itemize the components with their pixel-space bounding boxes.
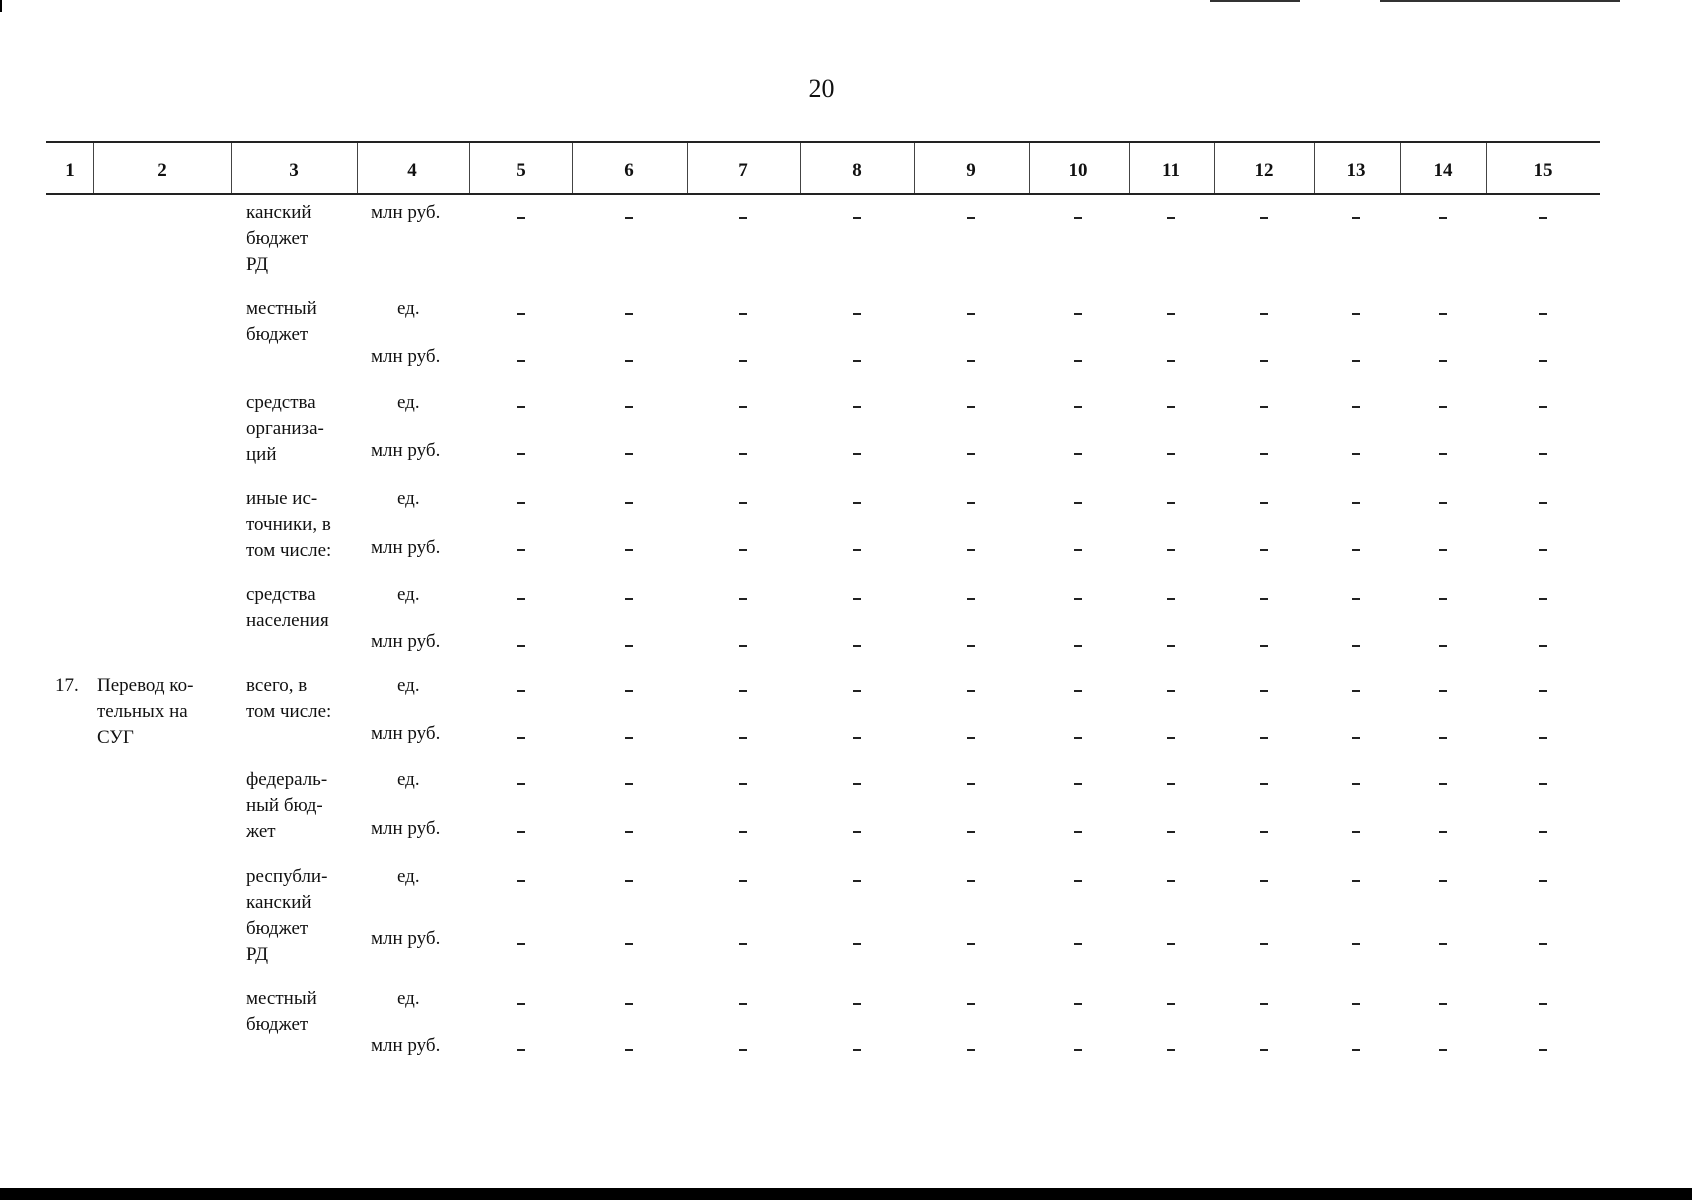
empty-value-dash	[1352, 645, 1360, 647]
empty-value-dash	[1167, 598, 1175, 600]
empty-value-dash	[1074, 737, 1082, 739]
empty-value-dash	[1352, 217, 1360, 219]
empty-value-dash	[1167, 943, 1175, 945]
empty-value-dash	[1352, 1049, 1360, 1051]
empty-value-dash	[625, 313, 633, 315]
empty-value-dash	[1539, 645, 1547, 647]
unit-label: ед.	[397, 866, 420, 887]
unit-label: млн руб.	[371, 928, 441, 949]
unit-label: ед.	[397, 675, 420, 696]
source-label: всего, в том числе:	[246, 675, 332, 722]
empty-value-dash	[625, 360, 633, 362]
empty-value-dash	[1260, 313, 1268, 315]
empty-value-dash	[1352, 502, 1360, 504]
empty-value-dash	[1439, 1003, 1447, 1005]
unit-label: млн руб.	[371, 537, 441, 558]
empty-value-dash	[1167, 217, 1175, 219]
empty-value-dash	[625, 783, 633, 785]
empty-value-dash	[1539, 1003, 1547, 1005]
empty-value-dash	[967, 217, 975, 219]
empty-value-dash	[739, 313, 747, 315]
empty-value-dash	[625, 880, 633, 882]
empty-value-dash	[1074, 783, 1082, 785]
header-separator	[1314, 143, 1315, 193]
empty-value-dash	[739, 406, 747, 408]
header-separator	[1214, 143, 1215, 193]
empty-value-dash	[517, 502, 525, 504]
empty-value-dash	[1260, 502, 1268, 504]
empty-value-dash	[1352, 406, 1360, 408]
empty-value-dash	[517, 943, 525, 945]
empty-value-dash	[1539, 880, 1547, 882]
empty-value-dash	[1439, 645, 1447, 647]
empty-value-dash	[1439, 453, 1447, 455]
empty-value-dash	[853, 1049, 861, 1051]
source-label: иные ис- точники, в том числе:	[246, 488, 332, 561]
empty-value-dash	[517, 645, 525, 647]
empty-value-dash	[1352, 598, 1360, 600]
column-header: 11	[1162, 160, 1180, 181]
empty-value-dash	[1167, 360, 1175, 362]
source-label: средства организа- ций	[246, 392, 324, 465]
empty-value-dash	[1352, 943, 1360, 945]
header-separator	[800, 143, 801, 193]
empty-value-dash	[853, 549, 861, 551]
page-number: 20	[808, 74, 835, 103]
empty-value-dash	[1539, 783, 1547, 785]
unit-label: ед.	[397, 988, 420, 1009]
source-label: местный бюджет	[246, 298, 317, 345]
column-header: 6	[624, 160, 634, 181]
empty-value-dash	[967, 737, 975, 739]
empty-value-dash	[739, 645, 747, 647]
empty-value-dash	[853, 1003, 861, 1005]
column-header: 14	[1433, 160, 1453, 181]
empty-value-dash	[517, 1049, 525, 1051]
empty-value-dash	[1439, 598, 1447, 600]
header-separator	[572, 143, 573, 193]
empty-value-dash	[1539, 943, 1547, 945]
source-label: местный бюджет	[246, 988, 317, 1035]
empty-value-dash	[517, 360, 525, 362]
header-separator	[1400, 143, 1401, 193]
empty-value-dash	[1439, 880, 1447, 882]
top-rule	[1380, 0, 1620, 2]
empty-value-dash	[1352, 690, 1360, 692]
empty-value-dash	[1260, 406, 1268, 408]
empty-value-dash	[1352, 831, 1360, 833]
empty-value-dash	[517, 598, 525, 600]
empty-value-dash	[517, 313, 525, 315]
empty-value-dash	[625, 1003, 633, 1005]
empty-value-dash	[1439, 737, 1447, 739]
unit-label: ед.	[397, 298, 420, 319]
empty-value-dash	[1167, 690, 1175, 692]
empty-value-dash	[1539, 737, 1547, 739]
empty-value-dash	[1539, 1049, 1547, 1051]
column-header: 1	[65, 160, 75, 181]
empty-value-dash	[967, 690, 975, 692]
empty-value-dash	[853, 737, 861, 739]
empty-value-dash	[625, 549, 633, 551]
empty-value-dash	[625, 217, 633, 219]
empty-value-dash	[1439, 360, 1447, 362]
column-header: 4	[407, 160, 417, 181]
empty-value-dash	[1439, 217, 1447, 219]
empty-value-dash	[853, 406, 861, 408]
empty-value-dash	[1352, 737, 1360, 739]
empty-value-dash	[739, 549, 747, 551]
header-separator	[914, 143, 915, 193]
empty-value-dash	[517, 831, 525, 833]
empty-value-dash	[739, 1049, 747, 1051]
column-header: 10	[1068, 160, 1088, 181]
empty-value-dash	[853, 453, 861, 455]
unit-label: ед.	[397, 584, 420, 605]
empty-value-dash	[1439, 1049, 1447, 1051]
unit-label: млн руб.	[371, 723, 441, 744]
empty-value-dash	[1539, 406, 1547, 408]
empty-value-dash	[1439, 831, 1447, 833]
empty-value-dash	[967, 406, 975, 408]
empty-value-dash	[1167, 645, 1175, 647]
empty-value-dash	[1439, 943, 1447, 945]
header-separator	[231, 143, 232, 193]
empty-value-dash	[625, 943, 633, 945]
empty-value-dash	[1439, 313, 1447, 315]
item-title: Перевод ко- тельных на СУГ	[97, 675, 194, 748]
column-header: 3	[289, 160, 299, 181]
empty-value-dash	[1260, 217, 1268, 219]
unit-label: ед.	[397, 769, 420, 790]
empty-value-dash	[517, 453, 525, 455]
empty-value-dash	[625, 690, 633, 692]
header-bottom-rule	[46, 193, 1600, 195]
empty-value-dash	[1074, 645, 1082, 647]
empty-value-dash	[1074, 313, 1082, 315]
header-separator	[1486, 143, 1487, 193]
empty-value-dash	[1260, 1003, 1268, 1005]
empty-value-dash	[853, 831, 861, 833]
empty-value-dash	[1167, 880, 1175, 882]
empty-value-dash	[739, 831, 747, 833]
unit-label: млн руб.	[371, 202, 441, 223]
empty-value-dash	[1167, 737, 1175, 739]
empty-value-dash	[739, 453, 747, 455]
header-separator	[93, 143, 94, 193]
empty-value-dash	[1074, 549, 1082, 551]
column-header: 2	[157, 160, 167, 181]
empty-value-dash	[517, 549, 525, 551]
empty-value-dash	[853, 690, 861, 692]
empty-value-dash	[1260, 831, 1268, 833]
empty-value-dash	[1439, 406, 1447, 408]
empty-value-dash	[739, 880, 747, 882]
header-separator	[687, 143, 688, 193]
empty-value-dash	[1352, 313, 1360, 315]
empty-value-dash	[967, 453, 975, 455]
empty-value-dash	[1074, 217, 1082, 219]
empty-value-dash	[1439, 549, 1447, 551]
column-header: 15	[1533, 160, 1553, 181]
top-rule	[1210, 0, 1300, 2]
empty-value-dash	[1539, 831, 1547, 833]
unit-label: млн руб.	[371, 631, 441, 652]
empty-value-dash	[1074, 406, 1082, 408]
empty-value-dash	[1352, 1003, 1360, 1005]
empty-value-dash	[1074, 453, 1082, 455]
empty-value-dash	[1539, 598, 1547, 600]
empty-value-dash	[1167, 831, 1175, 833]
empty-value-dash	[1439, 783, 1447, 785]
empty-value-dash	[853, 880, 861, 882]
empty-value-dash	[1260, 783, 1268, 785]
empty-value-dash	[1352, 549, 1360, 551]
empty-value-dash	[1074, 1049, 1082, 1051]
empty-value-dash	[1074, 1003, 1082, 1005]
empty-value-dash	[967, 549, 975, 551]
column-header: 7	[738, 160, 748, 181]
unit-label: млн руб.	[371, 440, 441, 461]
empty-value-dash	[1167, 502, 1175, 504]
empty-value-dash	[853, 598, 861, 600]
empty-value-dash	[1074, 943, 1082, 945]
empty-value-dash	[967, 502, 975, 504]
empty-value-dash	[967, 783, 975, 785]
item-number: 17.	[55, 675, 79, 696]
empty-value-dash	[625, 598, 633, 600]
scan-bottom-border	[0, 1188, 1692, 1200]
empty-value-dash	[1074, 690, 1082, 692]
empty-value-dash	[625, 831, 633, 833]
unit-label: млн руб.	[371, 346, 441, 367]
empty-value-dash	[739, 737, 747, 739]
empty-value-dash	[1539, 549, 1547, 551]
header-top-rule	[46, 141, 1600, 143]
empty-value-dash	[625, 502, 633, 504]
empty-value-dash	[517, 783, 525, 785]
empty-value-dash	[517, 690, 525, 692]
empty-value-dash	[1260, 598, 1268, 600]
empty-value-dash	[1167, 783, 1175, 785]
empty-value-dash	[1352, 783, 1360, 785]
header-separator	[357, 143, 358, 193]
empty-value-dash	[1260, 549, 1268, 551]
empty-value-dash	[1074, 360, 1082, 362]
empty-value-dash	[739, 502, 747, 504]
empty-value-dash	[967, 880, 975, 882]
left-edge-mark	[0, 0, 2, 12]
unit-label: млн руб.	[371, 818, 441, 839]
empty-value-dash	[517, 1003, 525, 1005]
source-label: республи- канский бюджет РД	[246, 866, 328, 965]
header-separator	[1129, 143, 1130, 193]
unit-label: ед.	[397, 488, 420, 509]
header-separator	[1029, 143, 1030, 193]
empty-value-dash	[1167, 1049, 1175, 1051]
empty-value-dash	[1260, 1049, 1268, 1051]
empty-value-dash	[967, 645, 975, 647]
empty-value-dash	[739, 690, 747, 692]
empty-value-dash	[1539, 690, 1547, 692]
empty-value-dash	[967, 1049, 975, 1051]
empty-value-dash	[1539, 360, 1547, 362]
column-header: 9	[966, 160, 976, 181]
source-label: средства населения	[246, 584, 329, 631]
empty-value-dash	[967, 1003, 975, 1005]
empty-value-dash	[739, 1003, 747, 1005]
empty-value-dash	[625, 406, 633, 408]
empty-value-dash	[517, 217, 525, 219]
empty-value-dash	[853, 943, 861, 945]
empty-value-dash	[1260, 453, 1268, 455]
empty-value-dash	[1074, 880, 1082, 882]
source-label: федераль- ный бюд- жет	[246, 769, 328, 842]
empty-value-dash	[1167, 549, 1175, 551]
empty-value-dash	[1539, 502, 1547, 504]
empty-value-dash	[625, 737, 633, 739]
column-header: 8	[852, 160, 862, 181]
unit-label: млн руб.	[371, 1035, 441, 1056]
column-header: 13	[1346, 160, 1366, 181]
empty-value-dash	[967, 831, 975, 833]
empty-value-dash	[853, 645, 861, 647]
empty-value-dash	[517, 406, 525, 408]
empty-value-dash	[967, 360, 975, 362]
empty-value-dash	[739, 943, 747, 945]
empty-value-dash	[1439, 690, 1447, 692]
empty-value-dash	[739, 783, 747, 785]
empty-value-dash	[625, 453, 633, 455]
empty-value-dash	[1352, 360, 1360, 362]
empty-value-dash	[1167, 313, 1175, 315]
empty-value-dash	[1167, 1003, 1175, 1005]
empty-value-dash	[1352, 453, 1360, 455]
empty-value-dash	[1260, 360, 1268, 362]
empty-value-dash	[1352, 880, 1360, 882]
empty-value-dash	[967, 598, 975, 600]
empty-value-dash	[517, 880, 525, 882]
empty-value-dash	[625, 645, 633, 647]
empty-value-dash	[853, 502, 861, 504]
empty-value-dash	[739, 598, 747, 600]
empty-value-dash	[1539, 453, 1547, 455]
empty-value-dash	[853, 360, 861, 362]
empty-value-dash	[625, 1049, 633, 1051]
empty-value-dash	[517, 737, 525, 739]
empty-value-dash	[1167, 453, 1175, 455]
empty-value-dash	[967, 313, 975, 315]
header-separator	[469, 143, 470, 193]
empty-value-dash	[1439, 502, 1447, 504]
empty-value-dash	[853, 217, 861, 219]
empty-value-dash	[1260, 690, 1268, 692]
source-label: канский бюджет РД	[246, 202, 312, 275]
empty-value-dash	[1260, 880, 1268, 882]
empty-value-dash	[1074, 831, 1082, 833]
empty-value-dash	[1167, 406, 1175, 408]
empty-value-dash	[853, 783, 861, 785]
empty-value-dash	[1074, 598, 1082, 600]
empty-value-dash	[739, 217, 747, 219]
empty-value-dash	[1260, 645, 1268, 647]
column-header: 12	[1254, 160, 1274, 181]
empty-value-dash	[1074, 502, 1082, 504]
empty-value-dash	[1539, 217, 1547, 219]
empty-value-dash	[1539, 313, 1547, 315]
empty-value-dash	[967, 943, 975, 945]
unit-label: ед.	[397, 392, 420, 413]
empty-value-dash	[853, 313, 861, 315]
empty-value-dash	[739, 360, 747, 362]
empty-value-dash	[1260, 737, 1268, 739]
empty-value-dash	[1260, 943, 1268, 945]
column-header: 5	[516, 160, 526, 181]
